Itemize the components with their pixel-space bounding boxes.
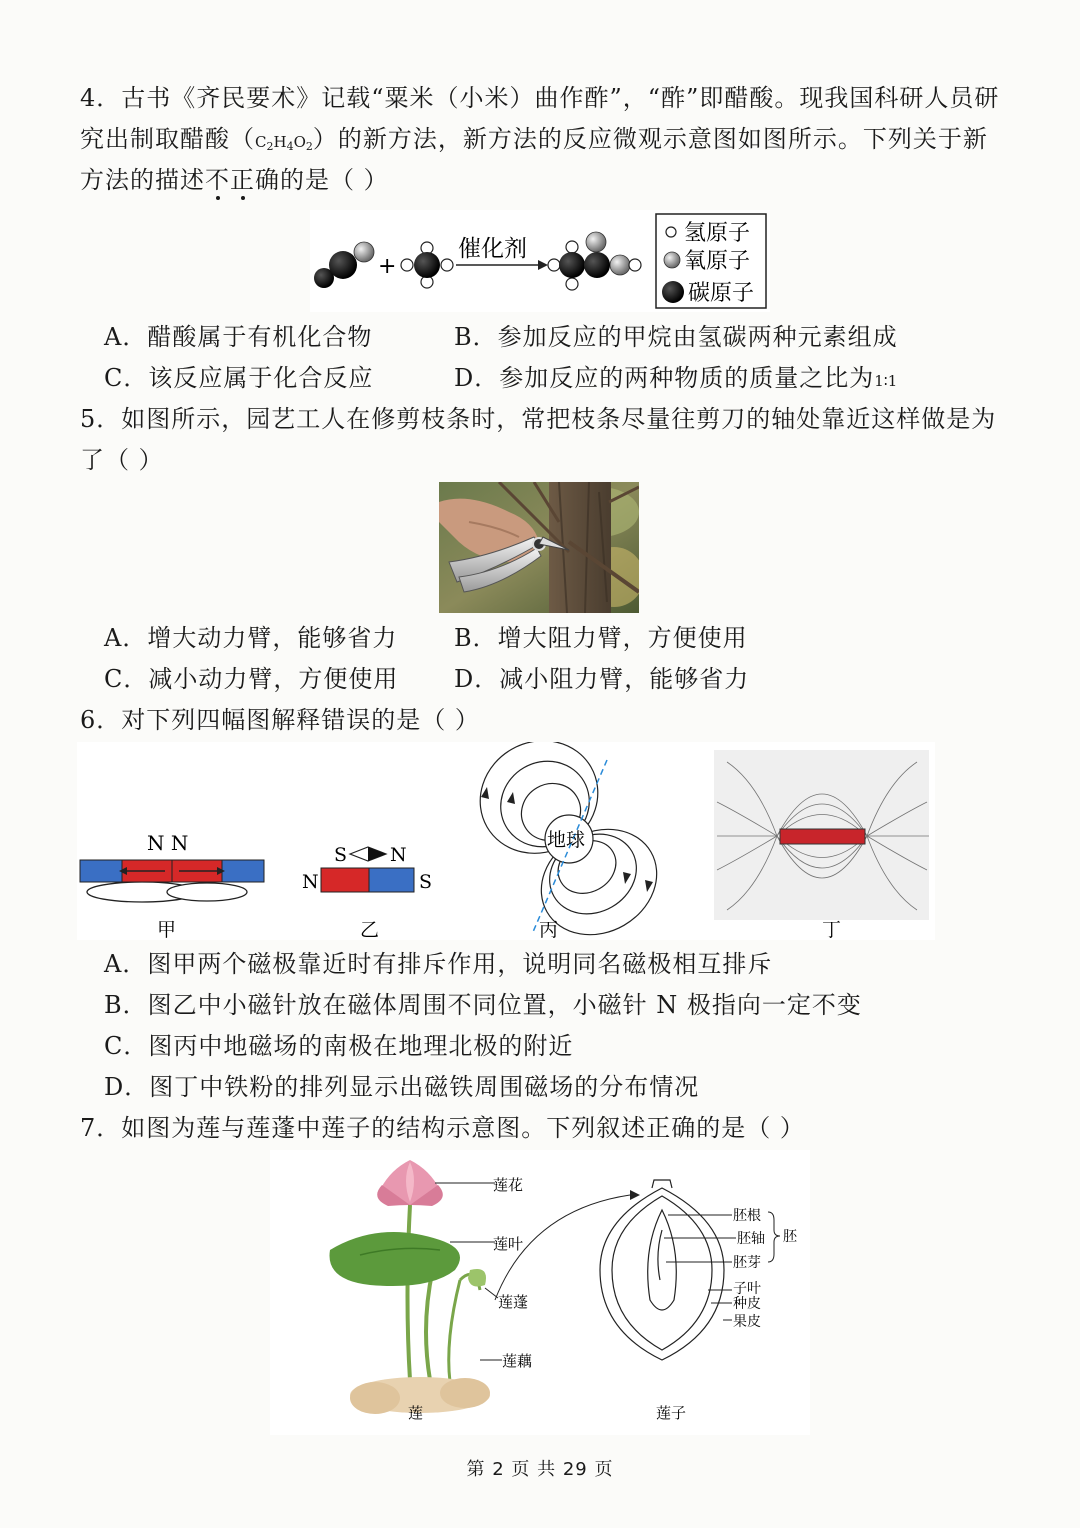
label-seed-coat: 种皮 xyxy=(733,1296,761,1312)
label-lotus-flower: 莲花 xyxy=(493,1176,524,1194)
pruning-shears-photo xyxy=(439,482,639,613)
legend-carbon: 碳原子 xyxy=(688,281,755,306)
q5-option-c[interactable]: C．减小动力臂，方便使用 xyxy=(104,665,399,693)
catalyst-label: 催化剂 xyxy=(458,236,527,262)
oxygen-legend-icon xyxy=(664,252,680,268)
q6-option-c[interactable]: C．图丙中地磁场的南极在地理北极的附近 xyxy=(104,1032,574,1060)
caption-ding: 丁 xyxy=(822,919,842,940)
label-hypocotyl: 胚轴 xyxy=(737,1231,765,1247)
q5-stem-line1: 5．如图所示，园艺工人在修剪枝条时，常把枝条尽量往剪刀的轴处靠近这样做是为 xyxy=(80,405,997,433)
legend-hydrogen: 氢原子 xyxy=(684,221,751,246)
emphasis-dot-bu: 不 xyxy=(205,166,230,194)
q4-option-a[interactable]: A．醋酸属于有机化合物 xyxy=(104,323,373,351)
magnet-n-label: N xyxy=(302,871,319,893)
label-plumule: 胚芽 xyxy=(733,1255,761,1271)
page-footer: 第 2 页 共 29 页 xyxy=(466,1459,614,1480)
q6-stem: 6．对下列四幅图解释错误的是（ ） xyxy=(80,706,480,734)
label-lotus-pod: 莲蓬 xyxy=(498,1293,529,1311)
caption-yi: 乙 xyxy=(360,919,380,940)
magnet-s-label: S xyxy=(419,871,433,893)
carbon-legend-icon xyxy=(662,281,684,303)
q5-option-d[interactable]: D．减小阻力臂，能够省力 xyxy=(454,665,750,693)
label-embryo: 胚 xyxy=(783,1229,797,1245)
lotus-figure xyxy=(270,1150,810,1435)
needle-s-label: S xyxy=(334,844,348,866)
q4-option-b[interactable]: B．参加反应的甲烷由氢碳两种元素组成 xyxy=(454,323,898,351)
seed-caption: 莲子 xyxy=(656,1404,687,1422)
caption-bing: 丙 xyxy=(539,919,559,940)
magnet-figures xyxy=(77,742,935,940)
needle-n-label: N xyxy=(390,844,407,866)
reaction-diagram xyxy=(310,210,770,312)
q4-stem-line1: 4．古书《齐民要术》记载“粟米（小米）曲作酢”，“酢”即醋酸。现我国科研人员研 xyxy=(80,84,1000,112)
q4-stem-line2-a: 究出制取醋酸（ xyxy=(80,125,255,153)
emphasis-dot-zheng: 正 xyxy=(230,166,255,194)
q4-stem-line2 xyxy=(80,124,988,162)
acetic-acid-formula: $C_2H_4O_2$ xyxy=(255,133,313,153)
q4-option-d[interactable]: D．参加反应的两种物质的质量之比为1∶1 xyxy=(454,364,898,392)
plus-sign: + xyxy=(378,254,397,279)
q6-option-b[interactable]: B．图乙中小磁针放在磁体周围不同位置，小磁针 N 极指向一定不变 xyxy=(104,991,862,1019)
q6-option-d[interactable]: D．图丁中铁粉的排列显示出磁铁周围磁场的分布情况 xyxy=(104,1073,700,1101)
jia-pole-labels: N N xyxy=(147,831,189,855)
q5-option-b[interactable]: B．增大阻力臂，方便使用 xyxy=(454,624,748,652)
hydrogen-legend-icon xyxy=(666,227,676,237)
q4-option-c[interactable]: C．该反应属于化合反应 xyxy=(104,364,374,392)
label-pericarp: 果皮 xyxy=(733,1314,761,1330)
q6-option-a[interactable]: A．图甲两个磁极靠近时有排斥作用，说明同名磁极相互排斥 xyxy=(104,950,773,978)
label-lotus-root: 莲藕 xyxy=(502,1352,533,1370)
figure-ding xyxy=(714,750,929,920)
label-lotus-leaf: 莲叶 xyxy=(493,1235,524,1253)
label-radicle: 胚根 xyxy=(733,1208,761,1224)
q4-stem-line2-b: ）的新方法，新方法的反应微观示意图如图所示。下列关于新 xyxy=(312,125,988,153)
label-cotyledon: 子叶 xyxy=(733,1281,761,1297)
q5-stem-line2: 了（ ） xyxy=(80,446,164,474)
legend-oxygen: 氧原子 xyxy=(684,249,751,274)
lotus-caption: 莲 xyxy=(408,1404,424,1422)
q7-stem: 7．如图为莲与莲蓬中莲子的结构示意图。下列叙述正确的是（ ） xyxy=(80,1114,805,1142)
q4-stem-line3: 方法的描述不正确的是（ ） xyxy=(80,166,389,194)
caption-jia: 甲 xyxy=(157,919,177,940)
atom-legend xyxy=(656,214,766,308)
earth-label: 地球 xyxy=(547,829,586,851)
mass-ratio: 1∶1 xyxy=(874,372,898,390)
q5-option-a[interactable]: A．增大动力臂，能够省力 xyxy=(104,624,398,652)
